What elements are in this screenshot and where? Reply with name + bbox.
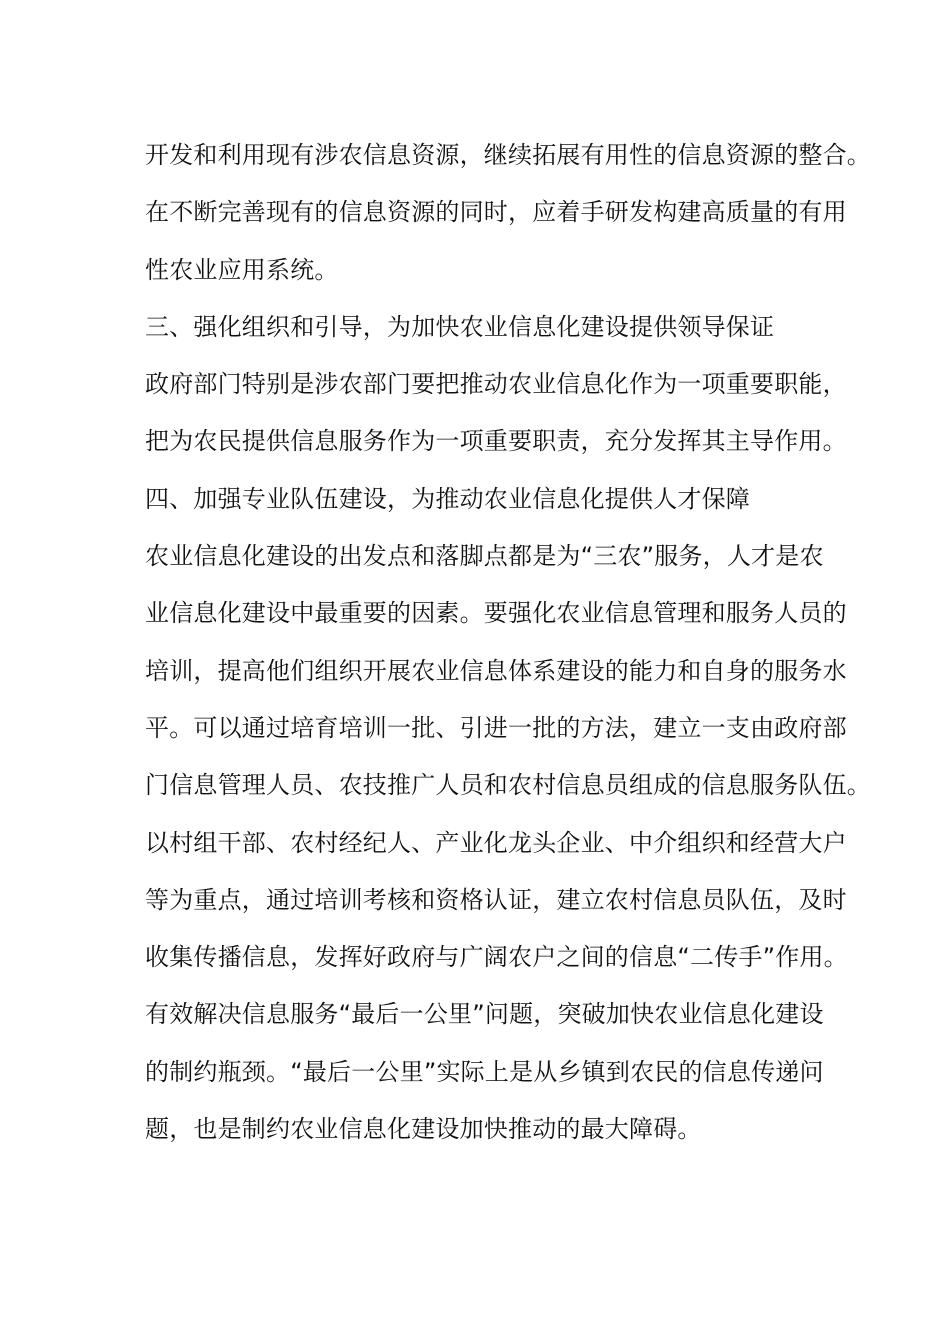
paragraph-line: 题，也是制约农业信息化建设加快推动的最大障碍。 <box>145 1115 702 1144</box>
paragraph-line: 把为农民提供信息服务作为一项重要职责，充分发挥其主导作用。 <box>145 427 847 456</box>
paragraph-line: 开发和利用现有涉农信息资源，继续拓展有用性的信息资源的整合。 <box>145 141 871 169</box>
paragraph-line: 收集传播信息，发挥好政府与广阔农户之间的信息“二传手”作用。 <box>145 943 848 972</box>
paragraph-line: 农业信息化建设的出发点和落脚点都是为“三农”服务，人才是农 <box>145 542 824 571</box>
paragraph-line: 平。可以通过培育培训一批、引进一批的方法，建立一支由政府部 <box>145 713 847 742</box>
paragraph-line: 培训，提高他们组织开展农业信息体系建设的能力和自身的服务水 <box>145 656 847 685</box>
paragraph-line: 等为重点，通过培训考核和资格认证，建立农村信息员队伍，及时 <box>145 885 847 914</box>
paragraph-line: 门信息管理人员、农技推广人员和农村信息员组成的信息服务队伍。 <box>145 771 871 800</box>
paragraph-line: 业信息化建设中最重要的因素。要强化农业信息管理和服务人员的 <box>145 599 847 628</box>
paragraph-line: 有效解决信息服务“最后一公里”问题，突破加快农业信息化建设 <box>145 1000 824 1029</box>
section-heading: 四、加强专业队伍建设，为推动农业信息化提供人才保障 <box>145 484 750 513</box>
paragraph-line: 的制约瓶颈。“最后一公里”实际上是从乡镇到农民的信息传递问 <box>145 1057 824 1086</box>
paragraph-line: 以村组干部、农村经纪人、产业化龙头企业、中介组织和经营大户 <box>145 828 847 857</box>
paragraph-line: 政府部门特别是涉农部门要把推动农业信息化作为一项重要职能， <box>145 370 847 399</box>
section-heading: 三、强化组织和引导，为加快农业信息化建设提供领导保证 <box>145 312 775 341</box>
document-body <box>145 127 871 1158</box>
paragraph-line: 在不断完善现有的信息资源的同时，应着手研发构建高质量的有用 <box>145 198 847 227</box>
paragraph-line: 性农业应用系统。 <box>145 255 339 284</box>
